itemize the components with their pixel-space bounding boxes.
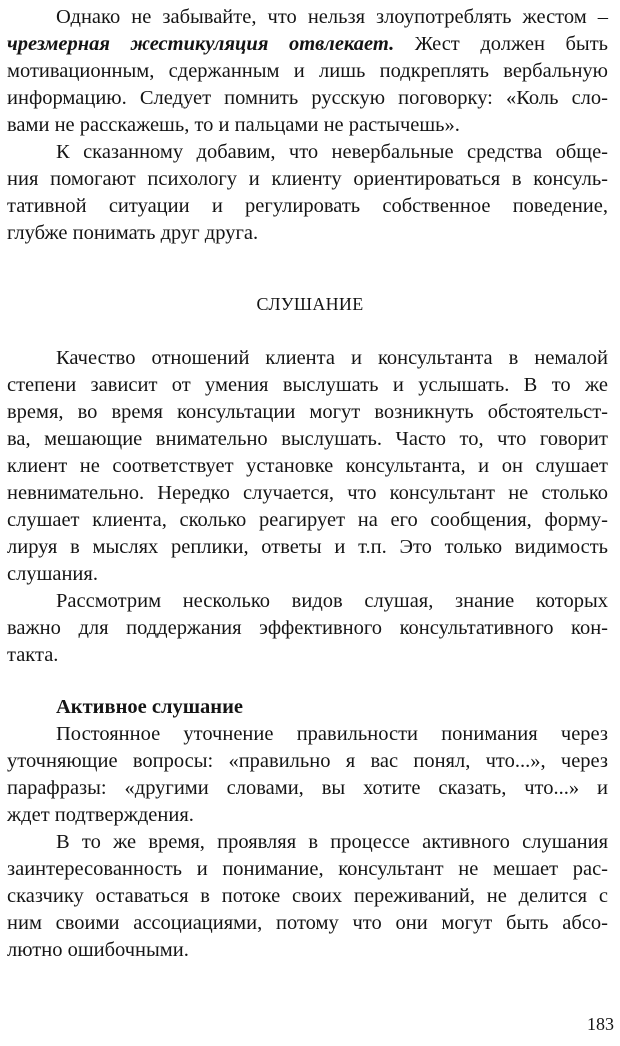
subheading: Активное слушание bbox=[56, 696, 243, 718]
text-line: сказчику оставаться в потоке своих переживаний, не делится с bbox=[7, 885, 608, 907]
text-line: Постоянное уточнение правильности понимания через bbox=[56, 723, 608, 745]
text-line: ва, мешающие внимательно выслушать. Часто то, что говорит bbox=[7, 428, 608, 450]
emphasized-phrase: чрезмерная жестикуляция отвлекает. bbox=[7, 33, 395, 55]
text-fragment: Жест должен быть bbox=[394, 33, 608, 55]
text-line: вами не расскажешь, то и пальцами не растычешь». bbox=[7, 114, 460, 136]
text-line: степени зависит от умения выслушать и услышать. В то же bbox=[7, 374, 608, 396]
text-line: мотивационным, сдержанным и лишь подкреплять вербальную bbox=[7, 60, 608, 82]
text-line: В то же время, проявляя в процессе активного слушания bbox=[56, 831, 608, 853]
text-line bbox=[7, 31, 608, 57]
text-line: лютно ошибочными. bbox=[7, 939, 189, 961]
text-line: тативной ситуации и регулировать собственное поведение, bbox=[7, 195, 608, 217]
text-line: слушает клиента, сколько реагирует на его сообщения, форму- bbox=[7, 509, 608, 531]
text-line: такта. bbox=[7, 644, 59, 666]
text-line: важно для поддержания эффективного консультативного кон- bbox=[7, 617, 608, 639]
text-line: клиент не соответствует установке консультанта, и он слушает bbox=[7, 455, 608, 477]
text-line: парафразы: «другими словами, вы хотите сказать, что...» и bbox=[7, 777, 608, 799]
text-line: ждет подтверждения. bbox=[7, 804, 194, 826]
text-line: ним своими ассоциациями, потому что они могут быть абсо- bbox=[7, 912, 608, 934]
section-title: СЛУШАНИЕ bbox=[256, 294, 364, 314]
text-line: глубже понимать друг друга. bbox=[7, 222, 259, 244]
text-line: Однако не забывайте, что нельзя злоупотреблять жестом – bbox=[56, 6, 608, 28]
text-line: заинтересованность и понимание, консультант не мешает рас- bbox=[7, 858, 608, 880]
text-line: Рассмотрим несколько видов слушая, знание которых bbox=[56, 590, 608, 612]
text-line: уточняющие вопросы: «правильно я вас понял, что...», через bbox=[7, 750, 608, 772]
text-line: время, во время консультации могут возникнуть обстоятельст- bbox=[7, 401, 608, 423]
text-line: информацию. Следует помнить русскую поговорку: «Коль сло- bbox=[7, 87, 608, 109]
text-line: лируя в мыслях реплики, ответы и т.п. Это только видимость bbox=[7, 536, 608, 558]
text-line: К сказанному добавим, что невербальные средства обще- bbox=[56, 141, 608, 163]
text-line: ния помогают психологу и клиенту ориентироваться в консуль- bbox=[7, 168, 608, 190]
text-line: слушания. bbox=[7, 563, 98, 585]
page-number: 183 bbox=[587, 1014, 614, 1034]
text-line: Качество отношений клиента и консультанта в немалой bbox=[56, 347, 608, 369]
text-line: невнимательно. Нередко случается, что консультант не столько bbox=[7, 482, 608, 504]
